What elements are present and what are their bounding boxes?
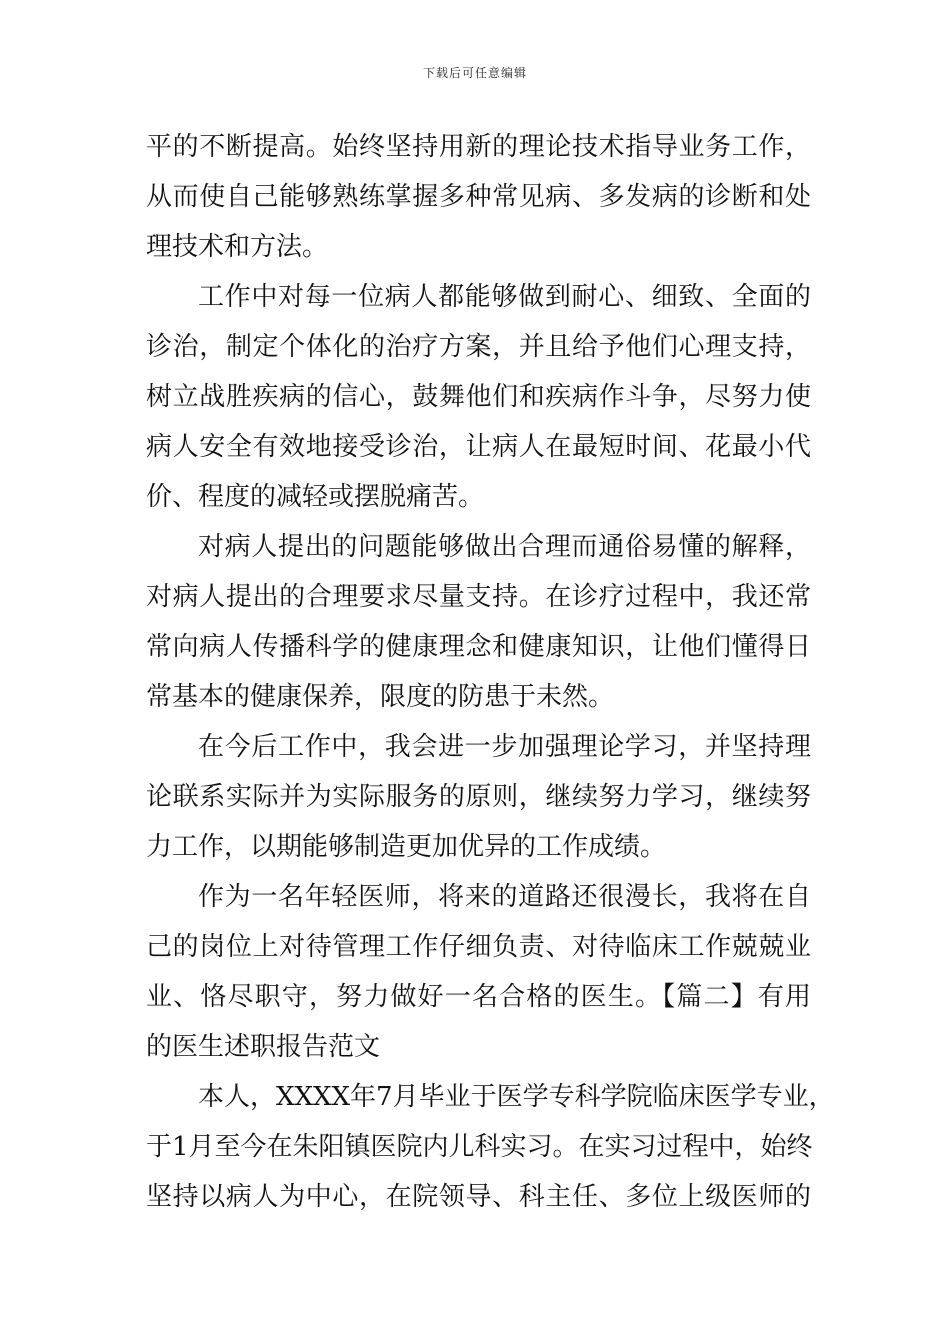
page-header: 下载后可任意编辑 [422,66,527,80]
text-line: 理技术和方法。 [146,232,329,262]
text-line: 常向病人传播科学的健康理念和健康知识，让他们懂得日 [146,632,811,662]
document-body [146,122,835,1222]
text-line: 己的岗位上对待管理工作仔细负责、对待临床工作兢兢业 [146,932,811,962]
text-line: 坚持以病人为中心，在院领导、科主任、多位上级医师的 [146,1182,811,1212]
text-line: 业、恪尽职守，努力做好一名合格的医生。【篇二】有用 [146,982,811,1012]
text-line: 的医生述职报告范文 [146,1032,381,1062]
text-line: 常基本的健康保养，限度的防患于未然。 [146,682,615,712]
text-line: 论联系实际并为实际服务的原则，继续努力学习，继续努 [146,782,811,812]
text-line: 病人安全有效地接受诊治，让病人在最短时间、花最小代 [146,432,811,462]
text-line: 诊治，制定个体化的治疗方案，并且给予他们心理支持， [146,332,811,362]
text-line: 力工作，以期能够制造更加优异的工作成绩。 [146,832,667,862]
paragraph-first-line: 本人，XXXX年7月毕业于医学专科学院临床医学专业， [198,1082,835,1112]
text-line: 价、程度的减轻或摆脱痛苦。 [146,482,485,512]
text-line: 树立战胜疾病的信心，鼓舞他们和疾病作斗争，尽努力使 [146,382,811,412]
paragraph-first-line: 作为一名年轻医师，将来的道路还很漫长，我将在自 [198,882,811,912]
text-line: 对病人提出的合理要求尽量支持。在诊疗过程中，我还常 [146,582,811,612]
paragraph-first-line: 在今后工作中，我会进一步加强理论学习，并坚持理 [198,732,811,762]
paragraph-first-line: 对病人提出的问题能够做出合理而通俗易懂的解释， [198,532,811,562]
text-line: 平的不断提高。始终坚持用新的理论技术指导业务工作， [146,132,811,162]
text-line: 于1月至今在朱阳镇医院内儿科实习。在实习过程中，始终 [146,1132,813,1162]
text-line: 从而使自己能够熟练掌握多种常见病、多发病的诊断和处 [146,182,811,212]
paragraph-first-line: 工作中对每一位病人都能够做到耐心、细致、全面的 [198,282,811,312]
